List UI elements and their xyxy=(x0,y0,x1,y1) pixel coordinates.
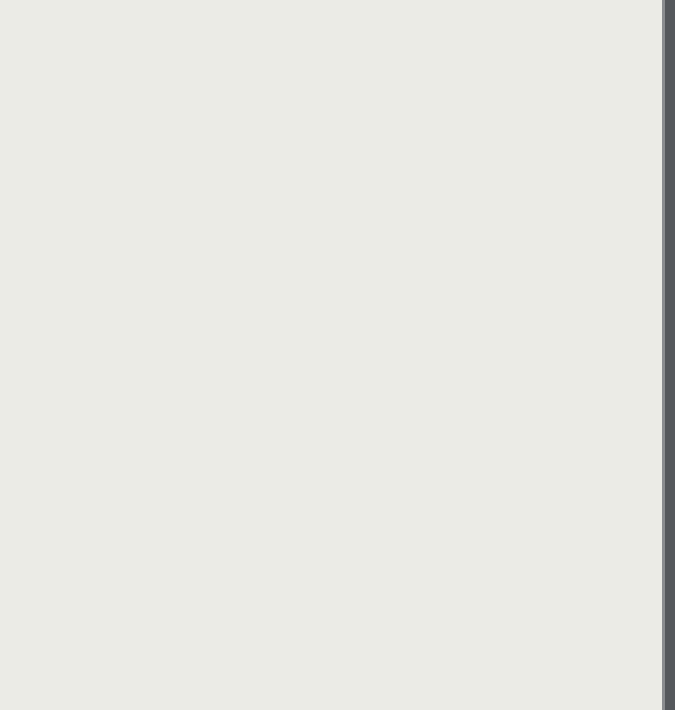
book-edge xyxy=(662,0,675,710)
header-including xyxy=(460,76,556,94)
header-room-purpose xyxy=(112,75,176,115)
header-auxiliary xyxy=(514,104,556,136)
header-area xyxy=(352,42,592,62)
header-loggia xyxy=(556,74,592,136)
header-windows xyxy=(300,90,352,110)
header-actual-area xyxy=(592,66,646,106)
header-walls xyxy=(176,90,242,110)
header-total-area xyxy=(352,86,406,112)
header-extra xyxy=(646,112,660,138)
header-floors xyxy=(242,90,300,110)
header-loggias-balconies xyxy=(592,112,646,138)
header-apartment-area xyxy=(406,80,460,116)
header-living xyxy=(460,110,514,130)
header-construction xyxy=(176,44,352,68)
header-notes xyxy=(592,48,660,64)
